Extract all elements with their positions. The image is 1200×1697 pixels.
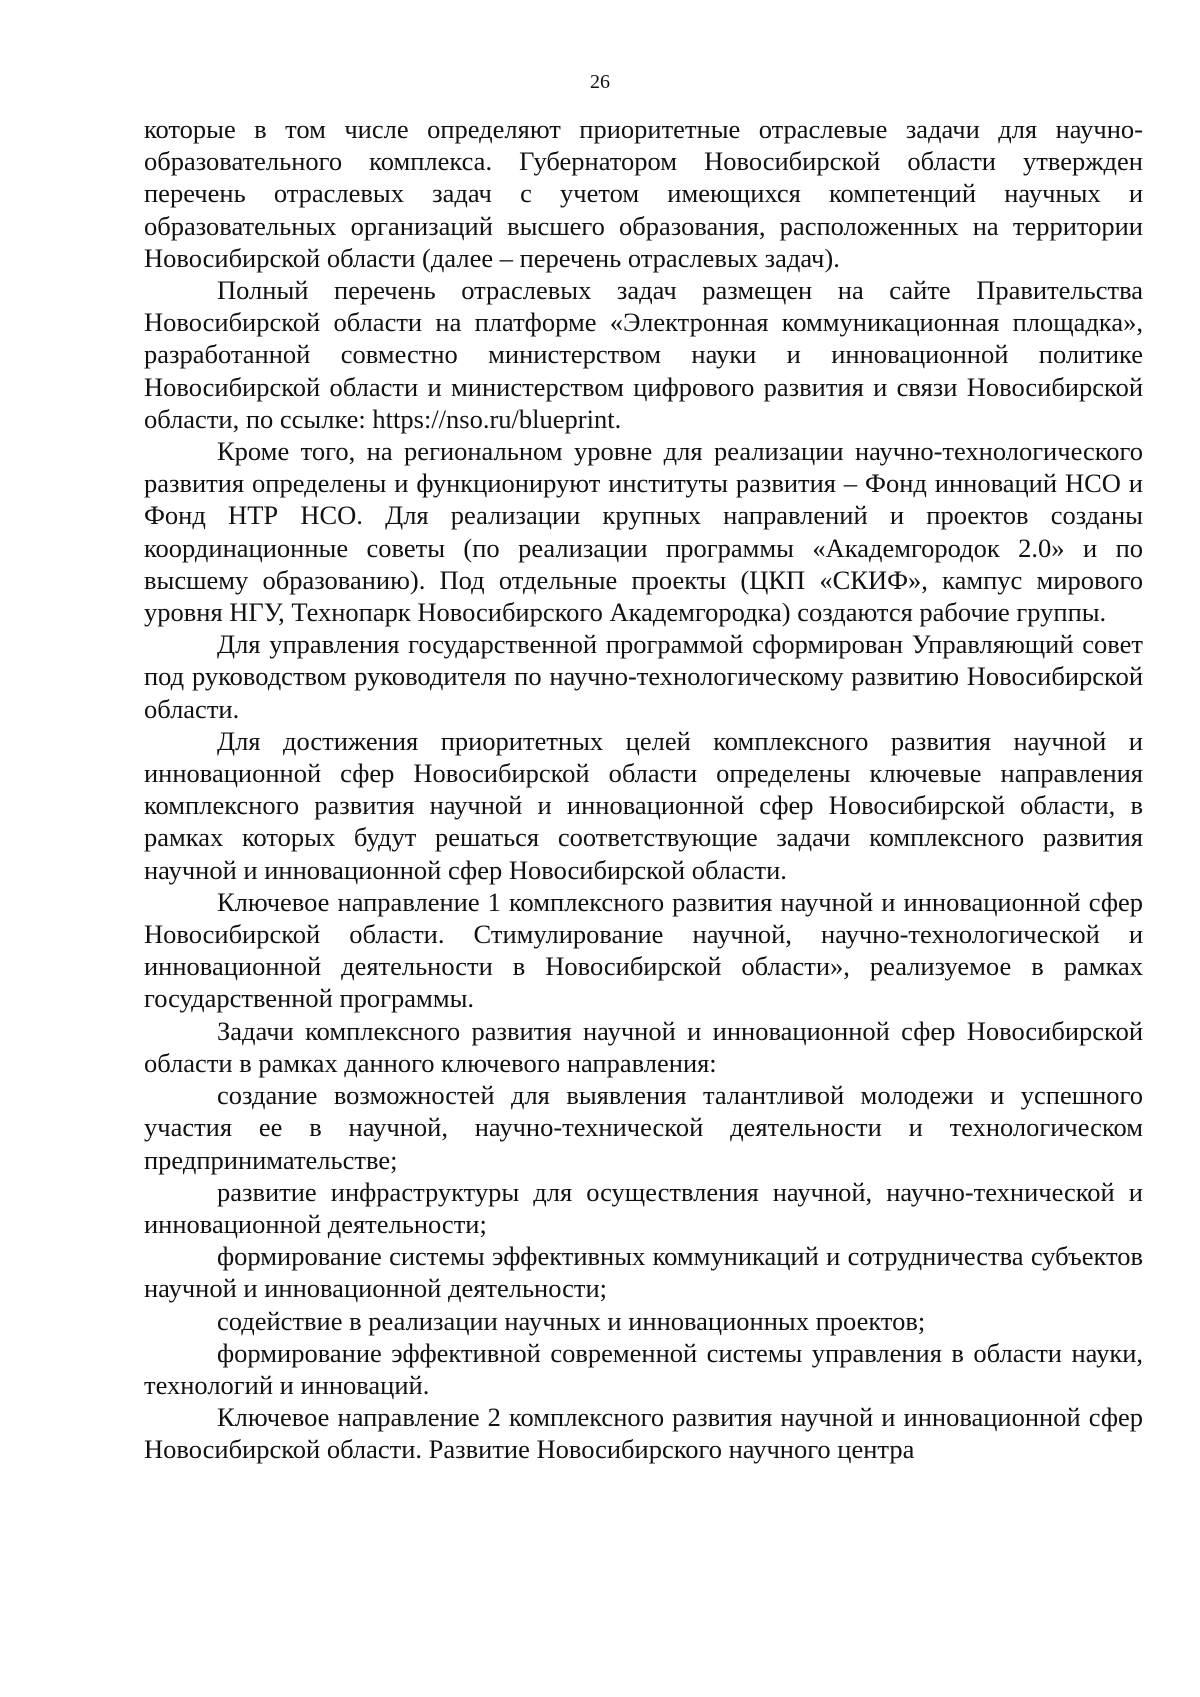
paragraph-continuation: которые в том числе определяют приоритетные отраслевые задачи для научно-образовательного комплекса. Губернатором Новосибирской области утвержден перечень отраслевых задач с учетом имеющихся компетенций научных и образовательных организаций высшего образования, расположенных на территории Новосибирской области (далее – перечень отраслевых задач). — [144, 114, 1143, 273]
list-item-task: содействие в реализации научных и инновационных проектов; — [217, 1305, 926, 1336]
page-number: 26 — [590, 71, 610, 93]
paragraph-key-direction-2: Ключевое направление 2 комплексного развития научной и инновационной сфер Новосибирской области. Развитие Новосибирского научного центра — [144, 1402, 1143, 1465]
paragraph-key-directions: Для достижения приоритетных целей комплексного развития научной и инновационной сфер Новосибирской области определены ключевые направления комплексного развития научной и инновационной сфер Новосибирской области, в рамках которых будут решаться соответствующие задачи комплексного развития научной и инновационной сфер Новосибирской области. — [144, 725, 1143, 885]
document-body — [144, 113, 1143, 1466]
list-item-task: развитие инфраструктуры для осуществления научной, научно-технической и инновационной деятельности; — [144, 1176, 1143, 1239]
paragraph-full-list-of-tasks: Полный перечень отраслевых задач размещен на сайте Правительства Новосибирской области на платформе «Электронная коммуникационная площадка», разработанной совместно министерством науки и инновационной политике Новосибирской области и министерством цифрового развития и связи Новосибирской области, по ссылке: https://nso.ru/blueprint. — [144, 275, 1143, 434]
list-item-task: создание возможностей для выявления талантливой молодежи и успешного участия ее в научной, научно-технической деятельности и технологическом предпринимательстве; — [144, 1080, 1143, 1175]
paragraph-key-direction-1: Ключевое направление 1 комплексного развития научной и инновационной сфер Новосибирской области. Стимулирование научной, научно-технологической и инновационной деятельности в Новосибирской области», реализуемое в рамках государственной программы. — [144, 886, 1143, 1014]
paragraph-tasks-intro: Задачи комплексного развития научной и инновационной сфер Новосибирской области в рамках данного ключевого направления: — [144, 1015, 1143, 1078]
list-item-task: формирование эффективной современной системы управления в области науки, технологий и инноваций. — [144, 1337, 1143, 1400]
paragraph-development-institutes: Кроме того, на региональном уровне для реализации научно-технологического развития определены и функционируют институты развития – Фонд инноваций НСО и Фонд НТР НСО. Для реализации крупных направлений и проектов созданы координационные советы (по реализации программы «Академгородок 2.0» и по высшему образованию). Под отдельные проекты (ЦКП «СКИФ», кампус мирового уровня НГУ, Технопарк Новосибирского Академгородка) создаются рабочие группы. — [144, 436, 1143, 628]
list-item-task: формирование системы эффективных коммуникаций и сотрудничества субъектов научной и инновационной деятельности; — [144, 1241, 1143, 1304]
paragraph-governing-council: Для управления государственной программой сформирован Управляющий совет под руководством руководителя по научно-технологическому развитию Новосибирской области. — [144, 629, 1143, 724]
